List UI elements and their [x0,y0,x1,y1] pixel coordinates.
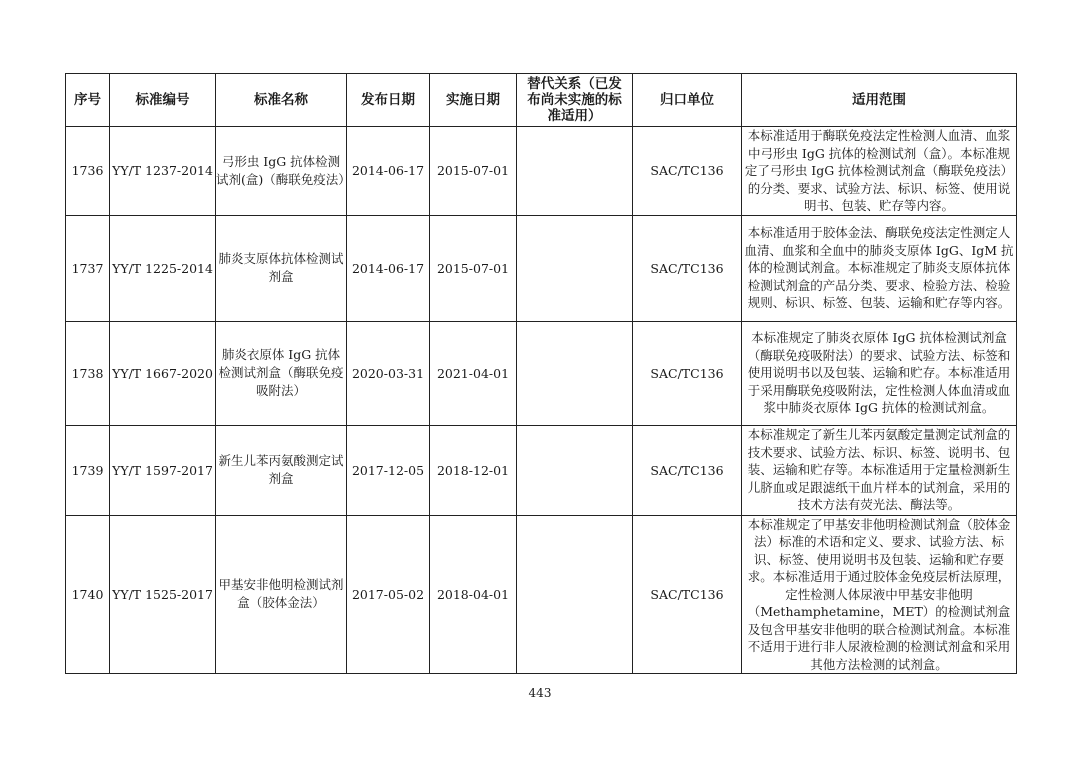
page-number: 443 [528,686,552,700]
header-effective-date: 实施日期 [430,74,517,127]
standard-name-cell: 弓形虫 IgG 抗体检测试剂(盒)（酶联免疫法） [216,127,347,216]
standard-name-cell: 新生儿苯丙氨酸测定试剂盒 [216,425,347,515]
publish-date-cell: 2014-06-17 [347,215,430,321]
responsible-org-cell: SAC/TC136 [633,425,742,515]
table-row [66,425,1017,515]
table-header-row [66,74,1017,127]
table-row [66,127,1017,216]
scope-cell: 本标准规定了新生儿苯丙氨酸定量测定试剂盒的技术要求、试验方法、标识、标签、说明书、包装、运输和贮存等。本标准适用于定量检测新生儿脐血或足跟滤纸干血片样本的试剂盒，采用的技术方法有荧光法、酶法等。 [742,425,1017,515]
serial-no-cell: 1738 [66,321,110,425]
replacement-cell [517,425,633,515]
publish-date-cell: 2017-12-05 [347,425,430,515]
standard-code-cell: YY/T 1667-2020 [110,321,216,425]
header-serial-no: 序号 [66,74,110,127]
replacement-cell [517,127,633,216]
replacement-cell [517,215,633,321]
table-row [66,321,1017,425]
replacement-cell [517,515,633,674]
standards-table [65,73,1017,674]
effective-date-cell: 2018-04-01 [430,515,517,674]
serial-no-cell: 1736 [66,127,110,216]
replacement-cell [517,321,633,425]
scope-cell: 本标准适用于酶联免疫法定性检测人血清、血浆中弓形虫 IgG 抗体的检测试剂（盒）。本标准规定了弓形虫 IgG 抗体检测试剂盒（酶联免疫法）的分类、要求、试验方法、标识、标签、使用说明书、包装、贮存等内容。 [742,127,1017,216]
scope-cell: 本标准适用于胶体金法、酶联免疫法定性测定人血清、血浆和全血中的肺炎支原体 IgG、IgM 抗体的检测试剂盒。本标准规定了肺炎支原体抗体检测试剂盒的产品分类、要求、检验方法、检验规则、标识、标签、包装、运输和贮存等内容。 [742,215,1017,321]
effective-date-cell: 2015-07-01 [430,127,517,216]
standard-code-cell: YY/T 1225-2014 [110,215,216,321]
effective-date-cell: 2015-07-01 [430,215,517,321]
standard-name-cell: 甲基安非他明检测试剂盒（胶体金法） [216,515,347,674]
effective-date-cell: 2021-04-01 [430,321,517,425]
publish-date-cell: 2014-06-17 [347,127,430,216]
scope-cell: 本标准规定了肺炎衣原体 IgG 抗体检测试剂盒（酶联免疫吸附法）的要求、试验方法、标签和使用说明书以及包装、运输和贮存。本标准适用于采用酶联免疫吸附法，定性检测人体血清或血浆中肺炎衣原体 IgG 抗体的检测试剂盒。 [742,321,1017,425]
header-responsible-org: 归口单位 [633,74,742,127]
serial-no-cell: 1739 [66,425,110,515]
standard-code-cell: YY/T 1525-2017 [110,515,216,674]
responsible-org-cell: SAC/TC136 [633,215,742,321]
responsible-org-cell: SAC/TC136 [633,321,742,425]
publish-date-cell: 2020-03-31 [347,321,430,425]
header-publish-date: 发布日期 [347,74,430,127]
standard-name-cell: 肺炎衣原体 IgG 抗体检测试剂盒（酶联免疫吸附法） [216,321,347,425]
publish-date-cell: 2017-05-02 [347,515,430,674]
table-row [66,215,1017,321]
serial-no-cell: 1737 [66,215,110,321]
table-row [66,515,1017,674]
responsible-org-cell: SAC/TC136 [633,127,742,216]
responsible-org-cell: SAC/TC136 [633,515,742,674]
header-replacement: 替代关系（已发布尚未实施的标准适用） [517,74,633,127]
standard-code-cell: YY/T 1597-2017 [110,425,216,515]
header-standard-name: 标准名称 [216,74,347,127]
scope-cell: 本标准规定了甲基安非他明检测试剂盒（胶体金法）标准的术语和定义、要求、试验方法、标识、标签、使用说明书及包装、运输和贮存要求。本标准适用于通过胶体金免疫层析法原理，定性检测人体尿液中甲基安非他明（Methamphetamine，MET）的检测试剂盒及包含甲基安非他明的联合检测试剂盒。本标准不适用于进行非人尿液检测的检测试剂盒和采用其他方法检测的试剂盒。 [742,515,1017,674]
header-standard-code: 标准编号 [110,74,216,127]
header-scope: 适用范围 [742,74,1017,127]
standard-name-cell: 肺炎支原体抗体检测试剂盒 [216,215,347,321]
effective-date-cell: 2018-12-01 [430,425,517,515]
standard-code-cell: YY/T 1237-2014 [110,127,216,216]
serial-no-cell: 1740 [66,515,110,674]
